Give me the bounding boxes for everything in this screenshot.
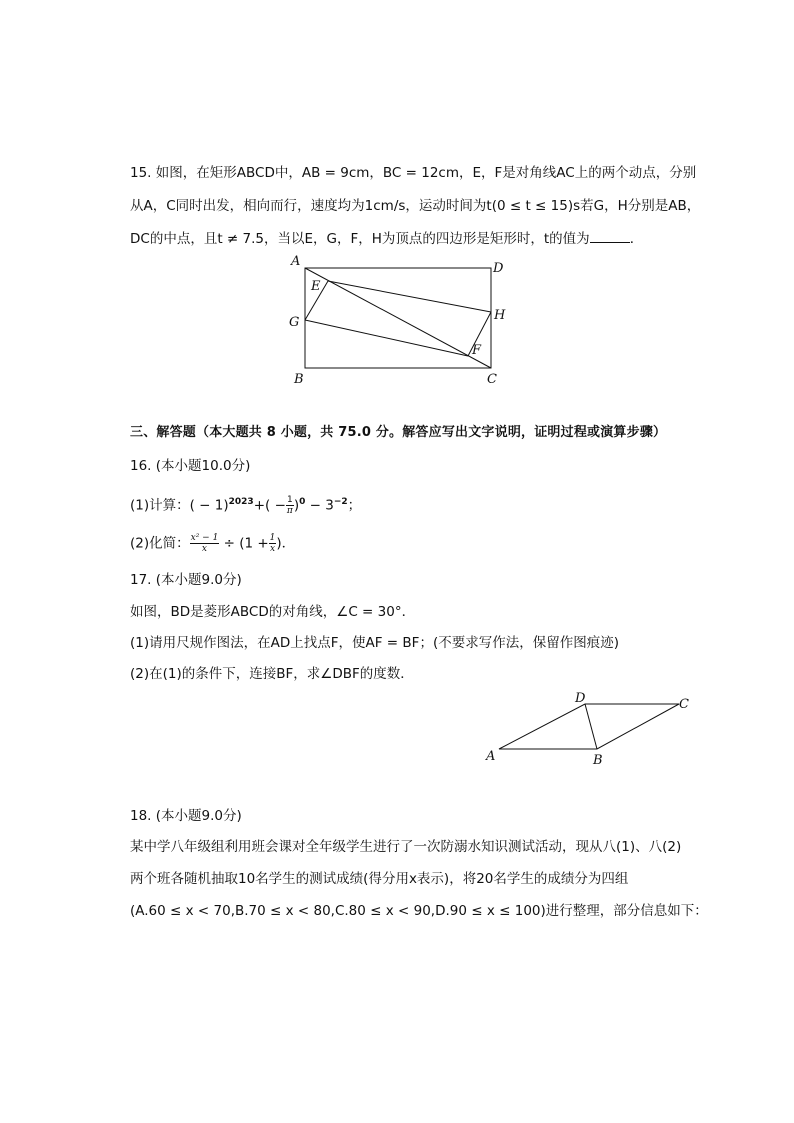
- section-3-title: 三、解答题（本大题共 8 小题，共 75.0 分。解答应写出文字说明，证明过程或演算步骤）: [130, 425, 667, 440]
- label-d: D: [575, 691, 586, 706]
- q15-line-3: [130, 228, 643, 249]
- rectangle-figure: [280, 250, 520, 390]
- q16-head: 16. (本小题10.0分): [130, 458, 251, 474]
- q16-p1-d: − 3: [305, 497, 334, 514]
- diagonal-ac: [305, 268, 491, 368]
- q18-line-1: 某中学八年级组利用班会课对全年级学生进行了一次防溺水知识测试活动，现从八(1)、八(2): [130, 839, 682, 855]
- label-c: C: [487, 372, 497, 387]
- q16-p1-exp2: 0: [299, 497, 306, 507]
- label-a: A: [486, 749, 496, 764]
- q17-line-3: (2)在(1)的条件下，连接BF，求∠DBF的度数．: [130, 666, 414, 682]
- rhombus-abcd: [499, 704, 679, 749]
- q17-line-1: 如图，BD是菱形ABCD的对角线，∠C = 30°．: [130, 604, 416, 620]
- segment-eh: [328, 281, 491, 312]
- q16-p1-exp: 2023: [228, 497, 254, 507]
- answer-blank: [590, 228, 630, 243]
- q15-line-3-text: DC的中点，且t ≠ 7.5，当以E，G，F，H为顶点的四边形是矩形时，t的值为: [130, 231, 590, 247]
- q15-line-3-end: ．: [629, 231, 644, 247]
- q16-part-1: [130, 492, 361, 516]
- q16-p2-a: (2)化简：: [130, 535, 190, 552]
- fraction-x2-minus-1-over-x: $\frac{\text{x² − 1}}{x}$: [190, 533, 219, 554]
- q18-line-3: (A.60 ≤ x < 70,B.70 ≤ x < 80,C.80 ≤ x < 90,D.90 ≤ x ≤ 100)进行整理，部分信息如下：: [130, 903, 708, 919]
- q16-p2-b: ÷ (1 +: [219, 535, 269, 552]
- fraction-1-over-pi: $\frac{1}{\pi}$: [286, 495, 293, 516]
- q16-p1-exp3: −2: [333, 497, 348, 507]
- q16-p2-c: )．: [276, 535, 296, 552]
- label-f: F: [472, 343, 482, 358]
- label-a: A: [291, 254, 301, 269]
- diagonal-bd: [585, 704, 597, 749]
- q15-line-1: 15. 如图，在矩形ABCD中，AB = 9cm，BC = 12cm，E，F是对角线AC上的两个动点，分别: [130, 165, 697, 181]
- q15-line-2: 从A，C同时出发，相向而行，速度均为1cm/s，运动时间为t(0 ≤ t ≤ 15)s若G，H分别是AB，: [130, 198, 701, 214]
- q16-p1-a: (1)计算：( − 1): [130, 497, 229, 514]
- q17-head: 17. (本小题9.0分): [130, 572, 242, 588]
- label-c: C: [679, 697, 689, 712]
- label-h: H: [494, 308, 506, 323]
- segment-fg: [305, 320, 468, 356]
- q18-line-2: 两个班各随机抽取10名学生的测试成绩(得分用x表示)，将20名学生的成绩分为四组: [130, 871, 629, 887]
- q16-part-2: [130, 533, 295, 554]
- label-e: E: [311, 279, 321, 294]
- label-g: G: [289, 315, 300, 330]
- fraction-1-over-x: $\frac{1}{x}$: [269, 533, 276, 554]
- q16-p1-c: ): [293, 497, 300, 514]
- q17-line-2: (1)请用尺规作图法，在AD上找点F，使AF = BF；(不要求写作法，保留作图痕迹): [130, 635, 619, 651]
- q16-p1-e: ；: [347, 497, 362, 514]
- label-b: B: [593, 753, 603, 768]
- label-d: D: [493, 261, 504, 276]
- rhombus-figure: [480, 688, 700, 773]
- q18-head: 18. (本小题9.0分): [130, 808, 242, 824]
- label-b: B: [294, 372, 304, 387]
- q16-p1-b: +( −: [253, 497, 286, 514]
